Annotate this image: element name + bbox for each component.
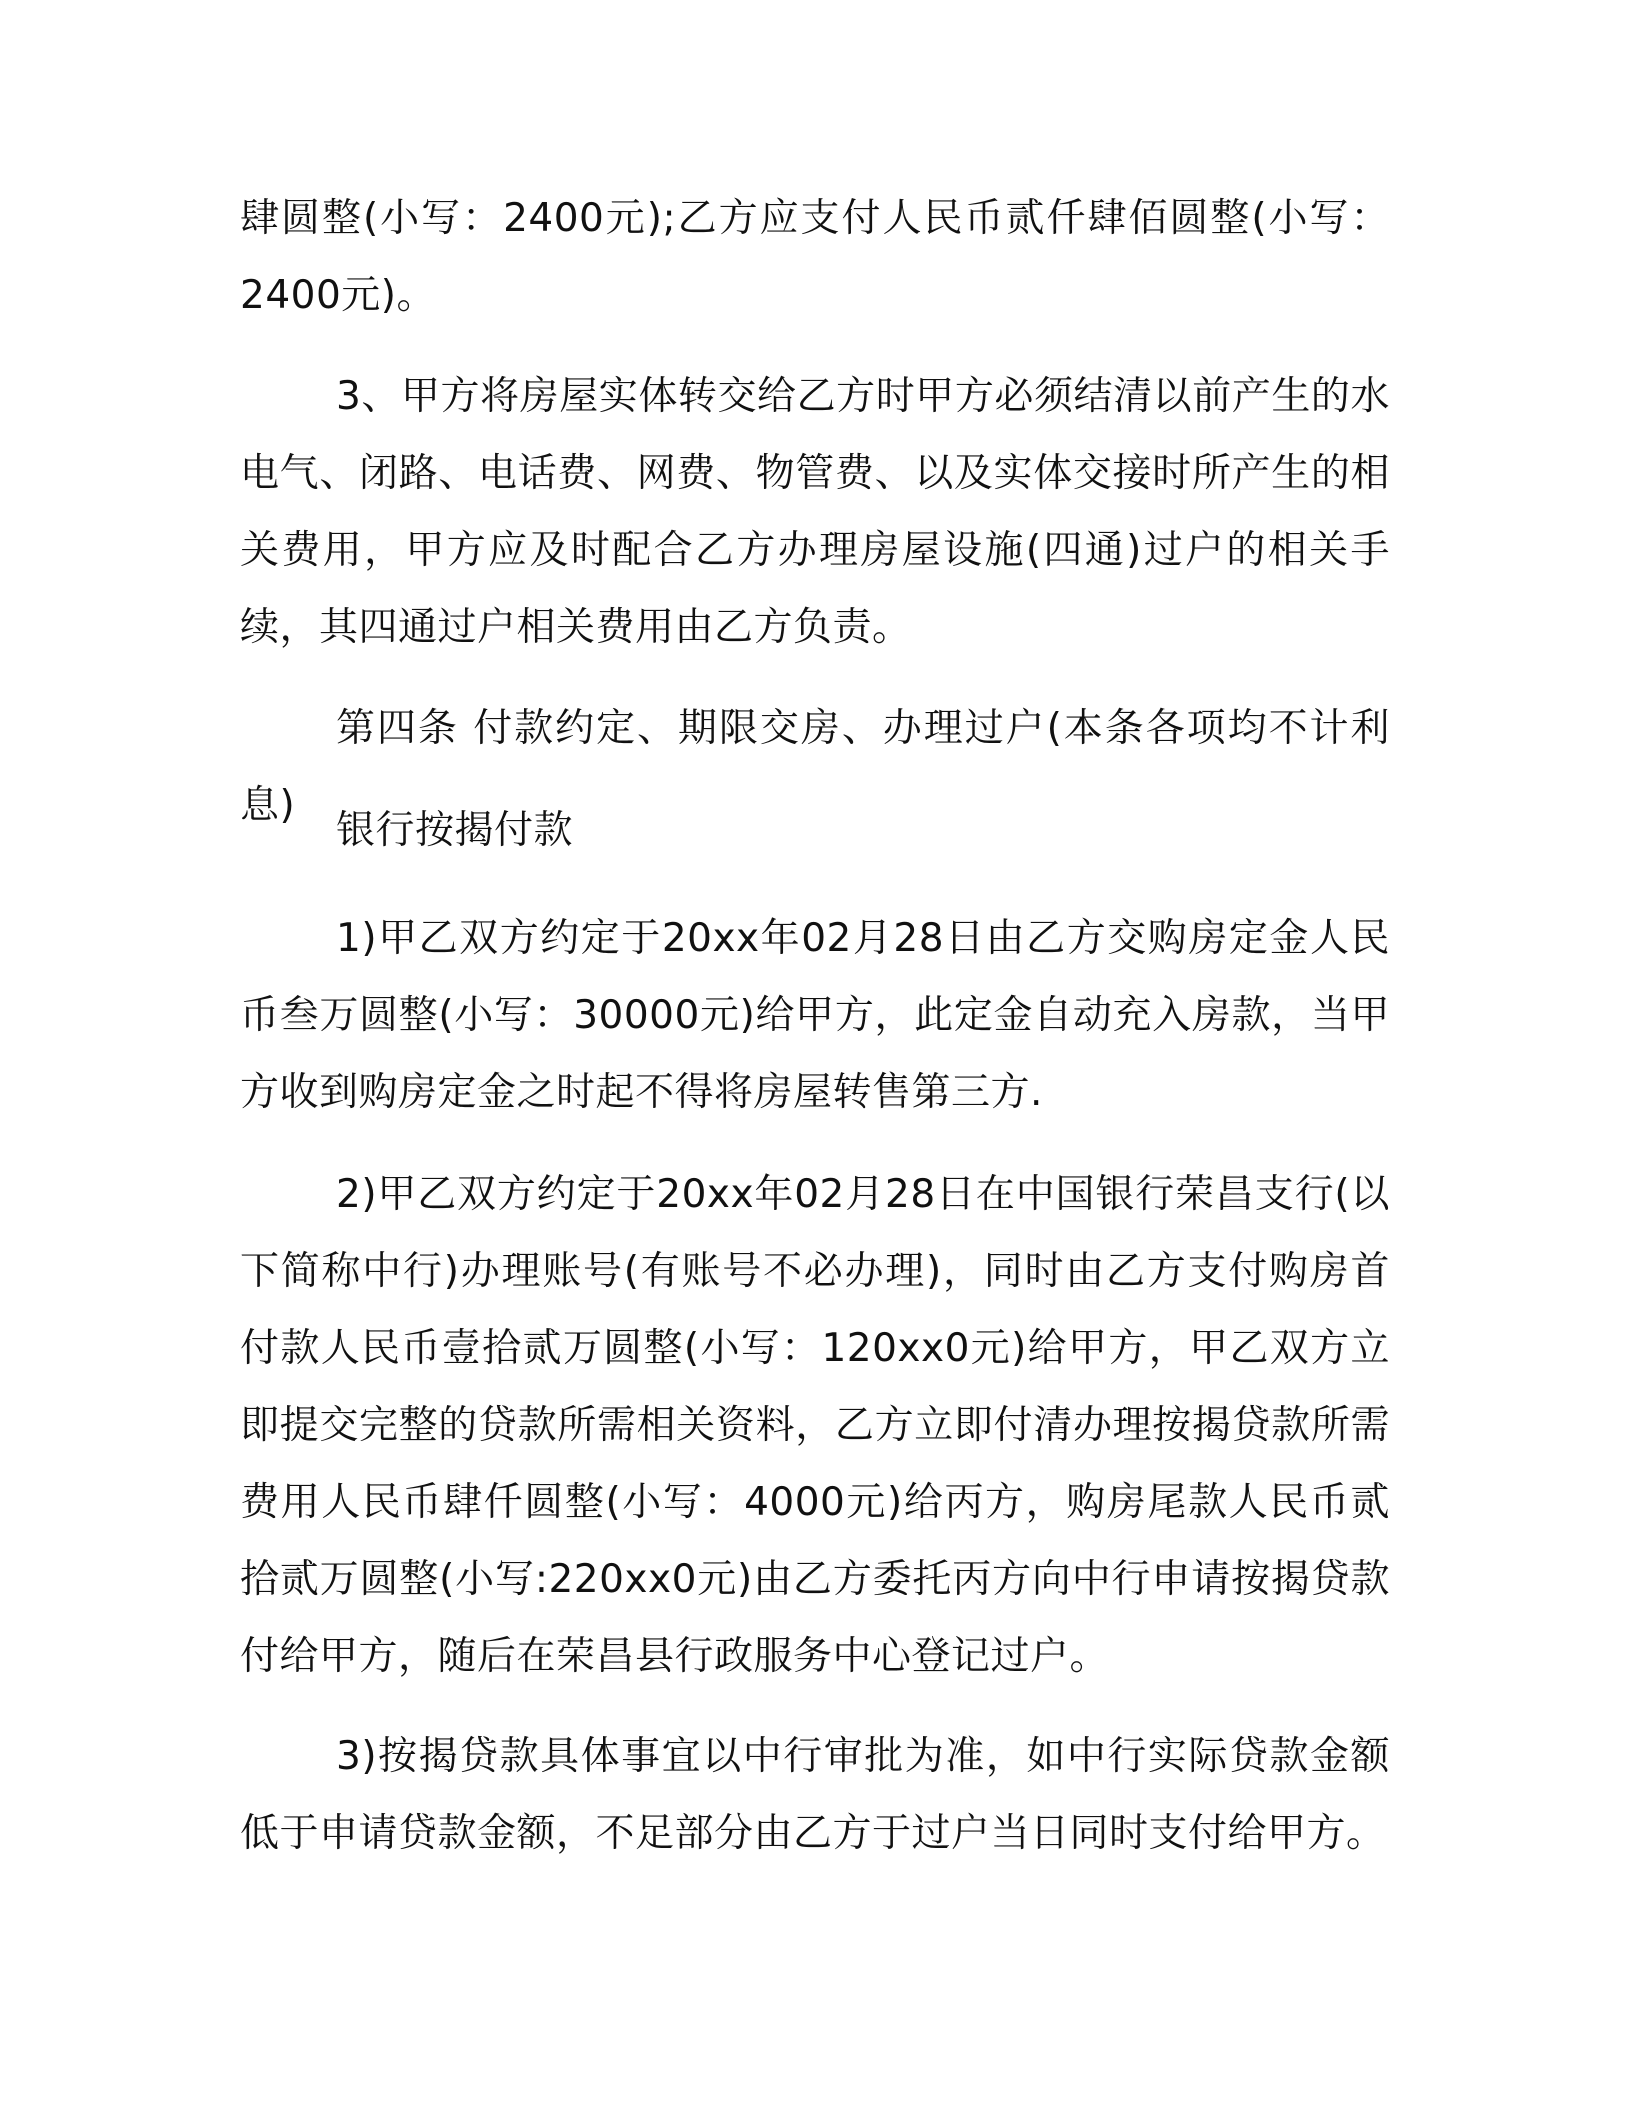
heading-text: 第四条 付款约定、期限交房、办理过户(本条各项均不计利息) [240, 706, 1390, 828]
paragraph-rent-continuation [240, 180, 1390, 334]
paragraph-clause-3 [240, 358, 1390, 666]
paragraph-text: 2)甲乙双方约定于20xx年02月28日在中国银行荣昌支行(以下简称中行)办理账号(有账号不必办理)，同时由乙方支付购房首付款人民币壹拾贰万圆整(小写：120xx0元)给甲方，甲乙双方立即提交完整的贷款所需相关资料，乙方立即付清办理按揭贷款所需费用人民币肆仟圆整(小写：4000元)给丙方，购房尾款人民币贰拾贰万圆整(小写:220xx0元)由乙方委托丙方向中行申请按揭贷款付给甲方，随后在荣昌县行政服务中心登记过户。 [240, 1172, 1390, 1679]
paragraph-item-1 [240, 900, 1390, 1131]
subheading-bank-mortgage [240, 792, 1390, 869]
subheading-text: 银行按揭付款 [336, 808, 574, 853]
paragraph-text: 3)按揭贷款具体事宜以中行审批为准，如中行实际贷款金额低于申请贷款金额，不足部分由乙方于过户当日同时支付给甲方。 [240, 1734, 1390, 1856]
paragraph-text: 1)甲乙双方约定于20xx年02月28日由乙方交购房定金人民币叁万圆整(小写：30000元)给甲方，此定金自动充入房款，当甲方收到购房定金之时起不得将房屋转售第三方. [240, 916, 1390, 1115]
paragraph-item-3 [240, 1718, 1390, 1872]
paragraph-item-2 [240, 1156, 1390, 1695]
paragraph-text: 3、甲方将房屋实体转交给乙方时甲方必须结清以前产生的水电气、闭路、电话费、网费、物管费、以及实体交接时所产生的相关费用，甲方应及时配合乙方办理房屋设施(四通)过户的相关手续，其四通过户相关费用由乙方负责。 [240, 374, 1390, 650]
paragraph-text: 肆圆整(小写：2400元);乙方应支付人民币贰仟肆佰圆整(小写：2400元)。 [240, 196, 1390, 318]
